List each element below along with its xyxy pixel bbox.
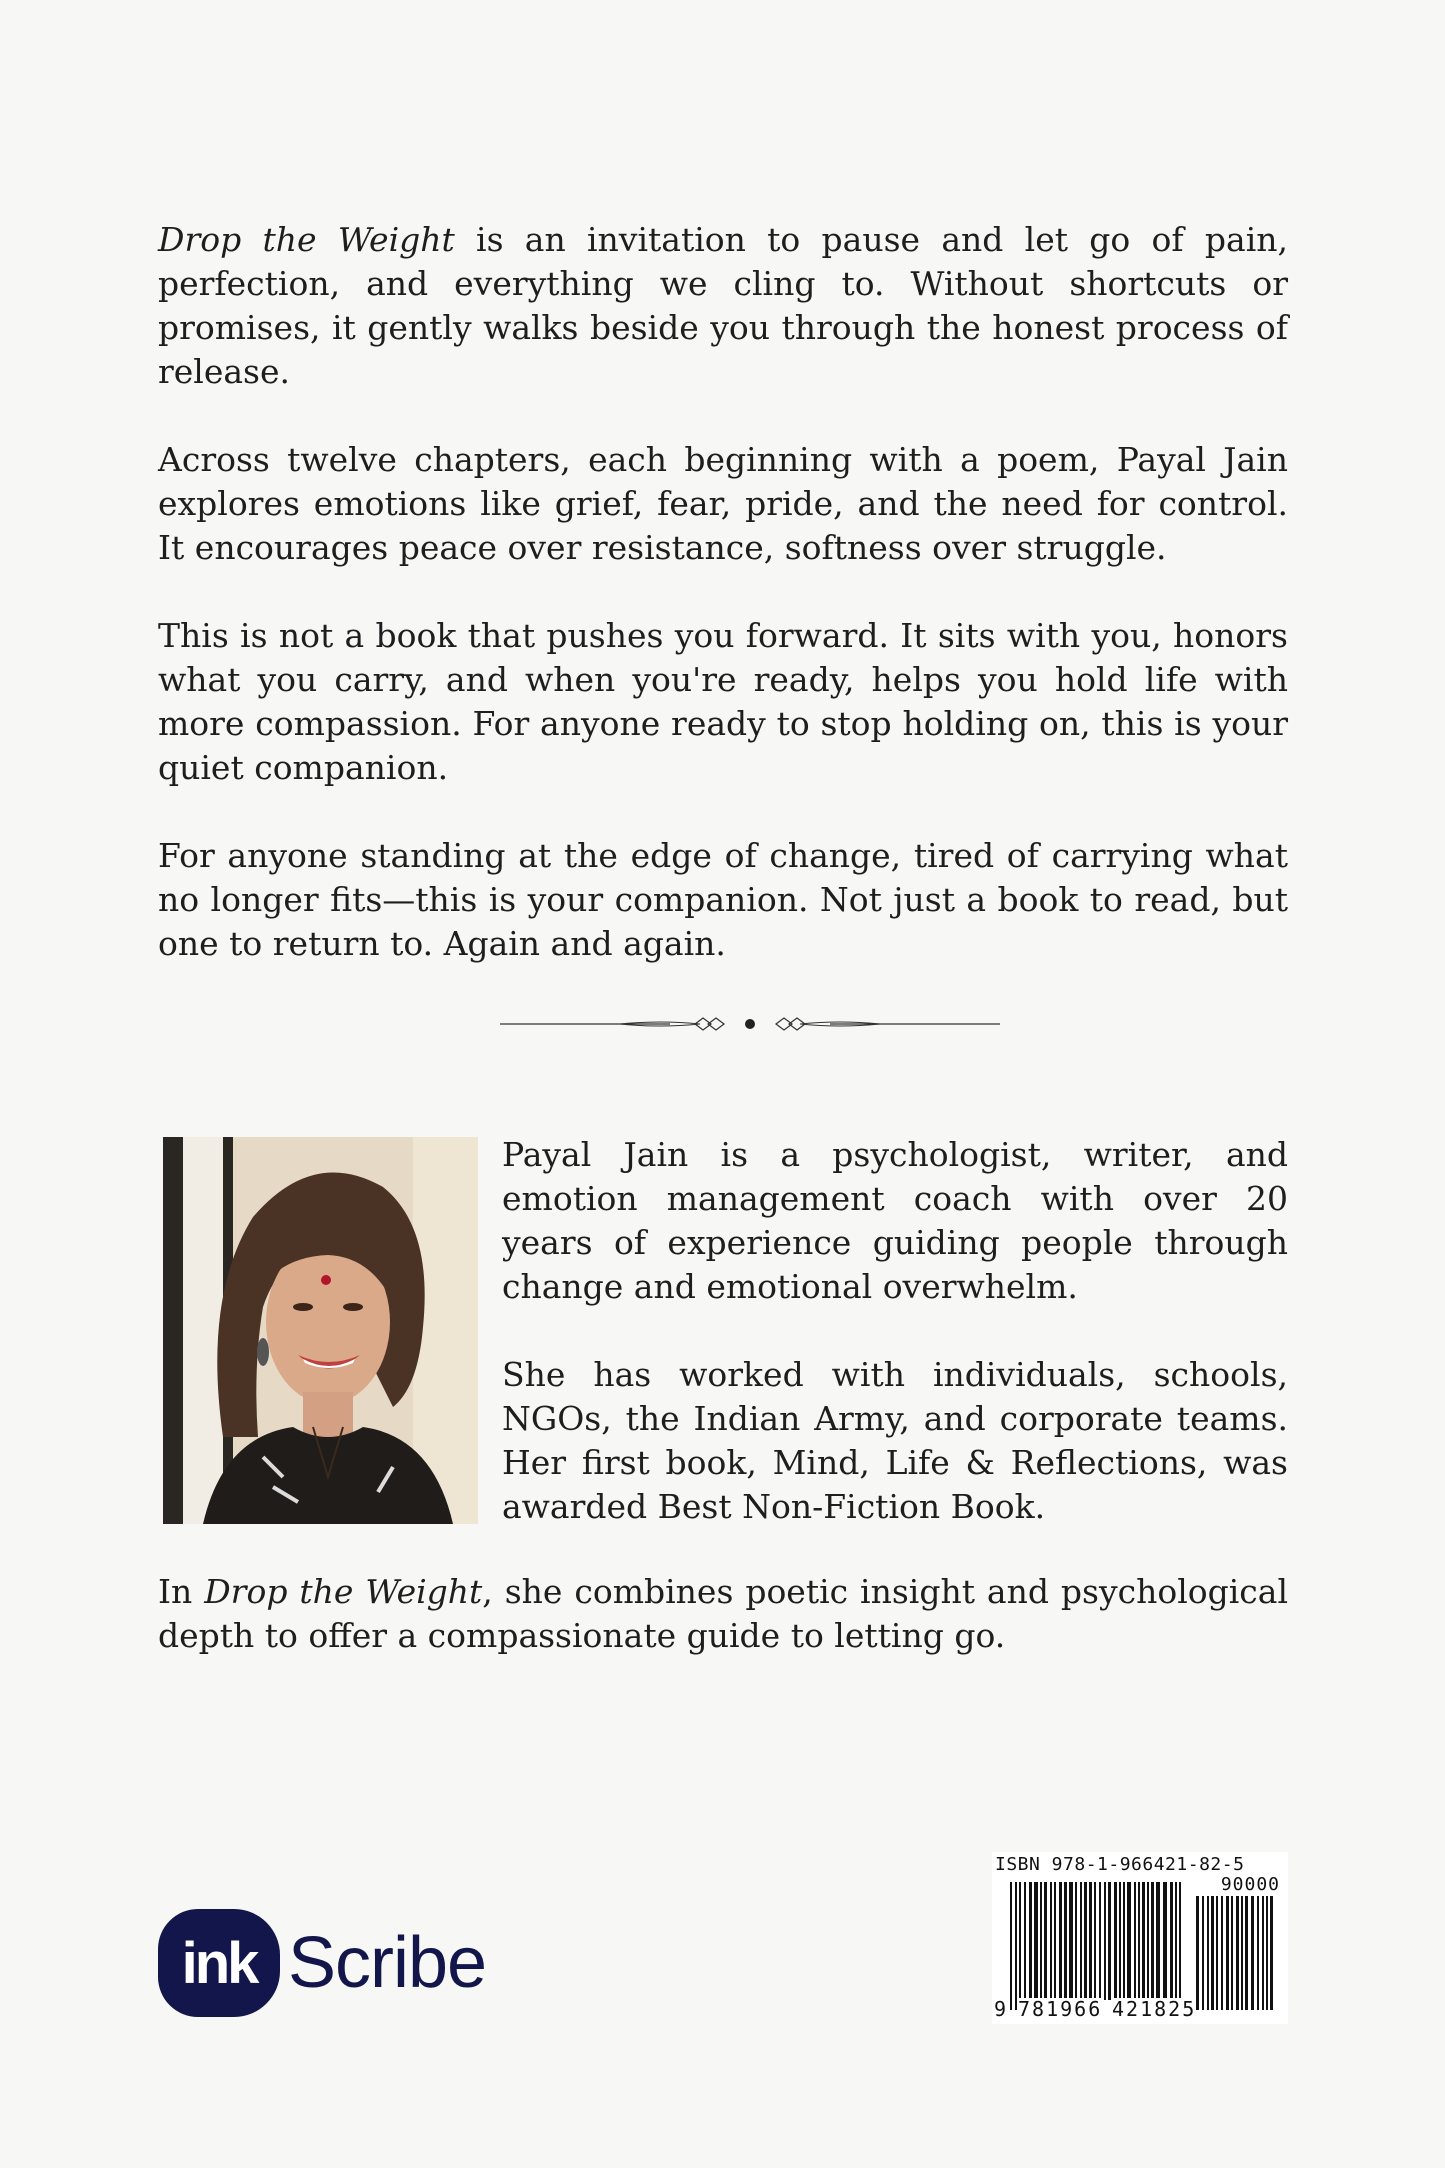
blurb-paragraph-2: Across twelve chapters, each beginning with a poem, Payal Jain explores emotions like grief, fear, pride, and the need for control. It encourages peace over resistance, softness over struggle. <box>158 440 1288 567</box>
closing-rest: , she combines poetic insight and psychological depth to offer a compassionate guide to letting go. <box>158 1572 1289 1655</box>
barcode-bar <box>1034 1882 1038 2000</box>
addon-bar <box>1226 1896 1229 2010</box>
barcode-bar <box>1156 1882 1160 2000</box>
book-title-italic: Drop the Weight <box>158 220 455 259</box>
author-portrait-image <box>163 1137 478 1524</box>
barcode-bar <box>1064 1882 1067 2000</box>
barcode-addon-number: 90000 <box>1220 1874 1280 1895</box>
isbn-barcode <box>992 1852 1288 2024</box>
barcode-bar <box>1099 1882 1101 2010</box>
blurb-paragraph-1 <box>158 218 1288 394</box>
barcode-bar <box>1123 1882 1125 2000</box>
isbn-label: ISBN 978-1-966421-82-5 <box>995 1854 1245 1875</box>
addon-bar <box>1241 1896 1243 2010</box>
barcode-bar <box>1069 1882 1073 2000</box>
barcode-bar <box>1104 1882 1106 2000</box>
barcode-bar <box>1108 1882 1111 2000</box>
barcode-bar <box>1147 1882 1149 2000</box>
addon-bar <box>1266 1896 1268 2010</box>
barcode-bar <box>1163 1882 1167 2000</box>
publisher-name: Scribe <box>288 1923 487 2003</box>
barcode-bar <box>1179 1882 1181 2010</box>
addon-bar <box>1207 1896 1209 2010</box>
author-bio-paragraph-2: She has worked with individuals, schools, NGOs, the Indian Army, and corporate teams. Her first book, Mind, Life & Reflections, was awarded Best Non-Fiction Book. <box>502 1355 1288 1526</box>
barcode-bar <box>1015 1882 1017 2010</box>
addon-bar <box>1221 1896 1223 2010</box>
blurb-paragraph-1-text: is an invitation to pause and let go of pain, perfection, and everything we cling to. Without shortcuts or promises, it gently walks beside you through the honest process of release. <box>158 220 1288 391</box>
barcode-bar <box>1089 1882 1092 2000</box>
barcode-bar <box>1010 1882 1012 2010</box>
barcode-bar <box>1040 1882 1042 2000</box>
blurb-paragraph-4: For anyone standing at the edge of change, tired of carrying what no longer fits—this is your companion. Not just a book to read, but one to return to. Again and again. <box>158 836 1288 963</box>
barcode-bar <box>1044 1882 1047 2000</box>
barcode-bar <box>1170 1882 1173 2000</box>
barcode-bar <box>1029 1882 1032 2000</box>
book-blurb <box>158 218 1288 1010</box>
barcode-bar <box>1050 1882 1052 2000</box>
author-bio-paragraph-1: Payal Jain is a psychologist, writer, and emotion management coach with over 20 years of experience guiding people through change and emotional overwhelm. <box>502 1135 1288 1306</box>
barcode-bar <box>1019 1882 1021 2000</box>
barcode-digit-first: 9 <box>994 1997 1007 2021</box>
barcode-bar <box>1151 1882 1154 2000</box>
barcode-bar <box>1175 1882 1177 2000</box>
publisher-badge: ink <box>158 1909 280 2017</box>
addon-bar <box>1245 1896 1248 2010</box>
addon-bar <box>1251 1896 1254 2010</box>
barcode-bar <box>1142 1882 1145 2000</box>
closing-prefix: In <box>158 1572 205 1611</box>
publisher-logo <box>158 1908 486 2018</box>
addon-bar <box>1236 1896 1239 2010</box>
addon-bar <box>1262 1896 1264 2010</box>
closing-paragraph <box>158 1570 1288 1658</box>
addon-bar <box>1202 1896 1204 2010</box>
barcode-digits-left: 781966 <box>1018 1997 1103 2021</box>
addon-bar <box>1257 1896 1259 2010</box>
addon-bar <box>1270 1896 1273 2010</box>
barcode-bar <box>1119 1882 1121 2000</box>
author-bio <box>502 1133 1288 1573</box>
addon-bar <box>1196 1896 1199 2010</box>
ornamental-divider <box>500 1010 1000 1038</box>
barcode-bar <box>1127 1882 1131 2000</box>
barcode-bar <box>1138 1882 1140 2000</box>
closing-text <box>158 1570 1288 1658</box>
barcode-bar <box>1054 1882 1056 2000</box>
barcode-bar <box>1084 1882 1087 2000</box>
author-photo <box>163 1137 478 1524</box>
barcode-bar <box>1075 1882 1077 2000</box>
barcode-digits-right: 421825 <box>1112 1997 1197 2021</box>
addon-bar <box>1216 1896 1218 2010</box>
barcode-bar <box>1134 1882 1136 2000</box>
barcode-bar <box>1080 1882 1082 2000</box>
blurb-paragraph-3: This is not a book that pushes you forward. It sits with you, honors what you carry, and when you're ready, helps you hold life with more compassion. For anyone ready to stop holding on, this is your quiet companion. <box>158 616 1288 787</box>
barcode-bar <box>1114 1882 1117 2000</box>
addon-bar <box>1231 1896 1233 2010</box>
addon-bar <box>1211 1896 1214 2010</box>
closing-book-title: Drop the Weight <box>204 1572 483 1611</box>
barcode-bar <box>1024 1882 1026 2000</box>
barcode-bar <box>1059 1882 1062 2000</box>
barcode-bar <box>1094 1882 1096 2010</box>
